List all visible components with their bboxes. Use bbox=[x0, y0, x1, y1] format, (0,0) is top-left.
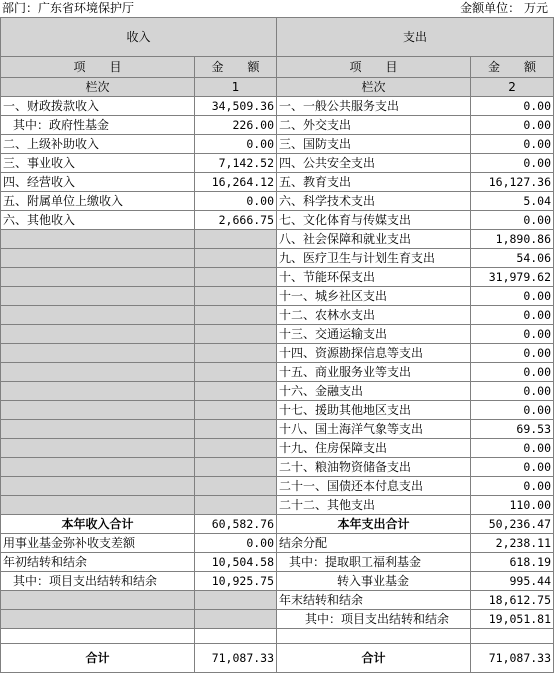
expense-amount-header: 金 额 bbox=[471, 57, 554, 78]
table-row bbox=[1, 439, 554, 458]
income-item-cell: 用事业基金弥补收支差额 bbox=[1, 534, 195, 553]
expense-item-cell: 二、外交支出 bbox=[277, 116, 471, 135]
expense-amount-cell: 0.00 bbox=[471, 382, 554, 401]
income-item-cell bbox=[1, 325, 195, 344]
income-item-cell bbox=[1, 363, 195, 382]
income-item-cell bbox=[1, 249, 195, 268]
expense-amount-cell: 0.00 bbox=[471, 363, 554, 382]
income-amount-cell bbox=[195, 420, 277, 439]
income-amount-cell bbox=[195, 591, 277, 610]
table-row bbox=[1, 553, 554, 572]
table-row bbox=[1, 135, 554, 154]
expense-column-index: 2 bbox=[471, 78, 554, 97]
expense-total-amount: 71,087.33 bbox=[471, 644, 554, 673]
expense-rank-label: 栏次 bbox=[277, 78, 471, 97]
expense-amount-cell: 16,127.36 bbox=[471, 173, 554, 192]
unit-label: 金额单位： 万元 bbox=[460, 1, 548, 15]
income-expense-table bbox=[0, 17, 554, 673]
income-item-cell bbox=[1, 477, 195, 496]
spacer-cell bbox=[471, 629, 554, 644]
income-item-cell: 二、上级补助收入 bbox=[1, 135, 195, 154]
table-row bbox=[1, 401, 554, 420]
expense-amount-cell: 0.00 bbox=[471, 439, 554, 458]
income-amount-cell bbox=[195, 610, 277, 629]
income-amount-cell bbox=[195, 268, 277, 287]
expense-item-cell: 二十二、其他支出 bbox=[277, 496, 471, 515]
expense-item-cell: 十七、援助其他地区支出 bbox=[277, 401, 471, 420]
income-amount-cell: 0.00 bbox=[195, 534, 277, 553]
expense-amount-cell: 0.00 bbox=[471, 135, 554, 154]
table-row bbox=[1, 116, 554, 135]
income-amount-cell: 34,509.36 bbox=[195, 97, 277, 116]
column-header-row bbox=[1, 57, 554, 78]
table-row bbox=[1, 420, 554, 439]
income-item-cell bbox=[1, 230, 195, 249]
income-amount-cell bbox=[195, 458, 277, 477]
expense-item-cell: 十、节能环保支出 bbox=[277, 268, 471, 287]
expense-item-cell: 十五、商业服务业等支出 bbox=[277, 363, 471, 382]
expense-amount-cell: 618.19 bbox=[471, 553, 554, 572]
table-row bbox=[1, 382, 554, 401]
income-amount-cell bbox=[195, 249, 277, 268]
income-item-cell: 三、事业收入 bbox=[1, 154, 195, 173]
table-row bbox=[1, 591, 554, 610]
income-rank-label: 栏次 bbox=[1, 78, 195, 97]
table-row bbox=[1, 306, 554, 325]
expense-amount-cell: 31,979.62 bbox=[471, 268, 554, 287]
income-item-cell: 六、其他收入 bbox=[1, 211, 195, 230]
expense-amount-cell: 0.00 bbox=[471, 287, 554, 306]
expense-item-cell: 六、科学技术支出 bbox=[277, 192, 471, 211]
income-item-cell bbox=[1, 268, 195, 287]
table-row bbox=[1, 572, 554, 591]
expense-amount-cell: 0.00 bbox=[471, 344, 554, 363]
income-item-cell bbox=[1, 610, 195, 629]
expense-item-cell: 其中：提取职工福利基金 bbox=[277, 553, 471, 572]
income-item-cell bbox=[1, 458, 195, 477]
expense-amount-cell: 0.00 bbox=[471, 154, 554, 173]
expense-amount-cell: 0.00 bbox=[471, 325, 554, 344]
department-label: 部门：广东省环境保护厅 bbox=[2, 1, 135, 15]
income-item-cell bbox=[1, 496, 195, 515]
expense-item-header: 项 目 bbox=[277, 57, 471, 78]
expense-item-cell: 转入事业基金 bbox=[277, 572, 471, 591]
income-amount-cell bbox=[195, 363, 277, 382]
column-index-row bbox=[1, 78, 554, 97]
income-amount-cell bbox=[195, 306, 277, 325]
expense-item-cell: 十九、住房保障支出 bbox=[277, 439, 471, 458]
expense-amount-cell: 54.06 bbox=[471, 249, 554, 268]
income-total-amount: 71,087.33 bbox=[195, 644, 277, 673]
income-amount-cell bbox=[195, 344, 277, 363]
table-row bbox=[1, 363, 554, 382]
income-amount-cell: 226.00 bbox=[195, 116, 277, 135]
table-row bbox=[1, 477, 554, 496]
income-item-header: 项 目 bbox=[1, 57, 195, 78]
spacer-cell bbox=[277, 629, 471, 644]
expense-amount-cell: 5.04 bbox=[471, 192, 554, 211]
expense-item-cell: 二十、粮油物资储备支出 bbox=[277, 458, 471, 477]
expense-item-cell: 本年支出合计 bbox=[277, 515, 471, 534]
section-header-row bbox=[1, 18, 554, 57]
income-item-cell bbox=[1, 382, 195, 401]
expense-amount-cell: 19,051.81 bbox=[471, 610, 554, 629]
table-row bbox=[1, 325, 554, 344]
table-row bbox=[1, 458, 554, 477]
expense-item-cell: 二十一、国债还本付息支出 bbox=[277, 477, 471, 496]
income-item-cell: 其中：项目支出结转和结余 bbox=[1, 572, 195, 591]
income-item-cell: 五、附属单位上缴收入 bbox=[1, 192, 195, 211]
income-amount-cell bbox=[195, 401, 277, 420]
expense-item-cell: 结余分配 bbox=[277, 534, 471, 553]
income-amount-cell bbox=[195, 325, 277, 344]
income-item-cell bbox=[1, 420, 195, 439]
expense-total-label: 合计 bbox=[277, 644, 471, 673]
income-item-cell: 其中：政府性基金 bbox=[1, 116, 195, 135]
table-row bbox=[1, 496, 554, 515]
expense-item-cell: 一、一般公共服务支出 bbox=[277, 97, 471, 116]
expense-item-cell: 十三、交通运输支出 bbox=[277, 325, 471, 344]
income-item-cell: 年初结转和结余 bbox=[1, 553, 195, 572]
income-amount-cell: 10,925.75 bbox=[195, 572, 277, 591]
expense-amount-cell: 0.00 bbox=[471, 401, 554, 420]
table-row bbox=[1, 154, 554, 173]
income-item-cell bbox=[1, 344, 195, 363]
expense-item-cell: 十六、金融支出 bbox=[277, 382, 471, 401]
expense-amount-cell: 0.00 bbox=[471, 116, 554, 135]
income-item-cell: 本年收入合计 bbox=[1, 515, 195, 534]
spacer-cell bbox=[195, 629, 277, 644]
expense-item-cell: 四、公共安全支出 bbox=[277, 154, 471, 173]
income-item-cell bbox=[1, 401, 195, 420]
income-amount-cell: 0.00 bbox=[195, 192, 277, 211]
income-amount-cell bbox=[195, 439, 277, 458]
income-item-cell bbox=[1, 287, 195, 306]
income-amount-cell: 16,264.12 bbox=[195, 173, 277, 192]
income-item-cell bbox=[1, 306, 195, 325]
income-amount-cell: 0.00 bbox=[195, 135, 277, 154]
income-amount-header: 金 额 bbox=[195, 57, 277, 78]
expense-amount-cell: 0.00 bbox=[471, 211, 554, 230]
table-row bbox=[1, 515, 554, 534]
expense-item-cell: 九、医疗卫生与计划生育支出 bbox=[277, 249, 471, 268]
expense-amount-cell: 2,238.11 bbox=[471, 534, 554, 553]
table-row bbox=[1, 249, 554, 268]
expense-item-cell: 三、国防支出 bbox=[277, 135, 471, 154]
expense-item-cell: 十二、农林水支出 bbox=[277, 306, 471, 325]
expense-item-cell: 十八、国土海洋气象等支出 bbox=[277, 420, 471, 439]
spacer-row bbox=[1, 629, 554, 644]
income-item-cell: 一、财政拨款收入 bbox=[1, 97, 195, 116]
table-row bbox=[1, 344, 554, 363]
expense-item-cell: 年末结转和结余 bbox=[277, 591, 471, 610]
total-row bbox=[1, 644, 554, 673]
income-amount-cell bbox=[195, 230, 277, 249]
expense-item-cell: 五、教育支出 bbox=[277, 173, 471, 192]
income-amount-cell: 2,666.75 bbox=[195, 211, 277, 230]
income-section-header: 收入 bbox=[1, 18, 277, 57]
income-amount-cell: 10,504.58 bbox=[195, 553, 277, 572]
expense-amount-cell: 0.00 bbox=[471, 306, 554, 325]
income-total-label: 合计 bbox=[1, 644, 195, 673]
expense-amount-cell: 0.00 bbox=[471, 97, 554, 116]
table-row bbox=[1, 97, 554, 116]
table-row bbox=[1, 287, 554, 306]
income-amount-cell bbox=[195, 477, 277, 496]
expense-amount-cell: 0.00 bbox=[471, 477, 554, 496]
table-row bbox=[1, 173, 554, 192]
table-row bbox=[1, 534, 554, 553]
income-amount-cell bbox=[195, 496, 277, 515]
table-row bbox=[1, 610, 554, 629]
income-amount-cell: 7,142.52 bbox=[195, 154, 277, 173]
expense-item-cell: 其中：项目支出结转和结余 bbox=[277, 610, 471, 629]
table-row bbox=[1, 268, 554, 287]
income-column-index: 1 bbox=[195, 78, 277, 97]
expense-amount-cell: 1,890.86 bbox=[471, 230, 554, 249]
expense-section-header: 支出 bbox=[277, 18, 554, 57]
expense-item-cell: 八、社会保障和就业支出 bbox=[277, 230, 471, 249]
income-item-cell bbox=[1, 439, 195, 458]
expense-item-cell: 七、文化体育与传媒支出 bbox=[277, 211, 471, 230]
expense-amount-cell: 50,236.47 bbox=[471, 515, 554, 534]
income-amount-cell bbox=[195, 287, 277, 306]
expense-amount-cell: 110.00 bbox=[471, 496, 554, 515]
table-row bbox=[1, 192, 554, 211]
table-row bbox=[1, 211, 554, 230]
table-row bbox=[1, 230, 554, 249]
expense-item-cell: 十一、城乡社区支出 bbox=[277, 287, 471, 306]
expense-item-cell: 十四、资源勘探信息等支出 bbox=[277, 344, 471, 363]
expense-amount-cell: 69.53 bbox=[471, 420, 554, 439]
income-amount-cell: 60,582.76 bbox=[195, 515, 277, 534]
income-item-cell: 四、经营收入 bbox=[1, 173, 195, 192]
expense-amount-cell: 0.00 bbox=[471, 458, 554, 477]
income-amount-cell bbox=[195, 382, 277, 401]
expense-amount-cell: 995.44 bbox=[471, 572, 554, 591]
expense-amount-cell: 18,612.75 bbox=[471, 591, 554, 610]
income-item-cell bbox=[1, 591, 195, 610]
spacer-cell bbox=[1, 629, 195, 644]
